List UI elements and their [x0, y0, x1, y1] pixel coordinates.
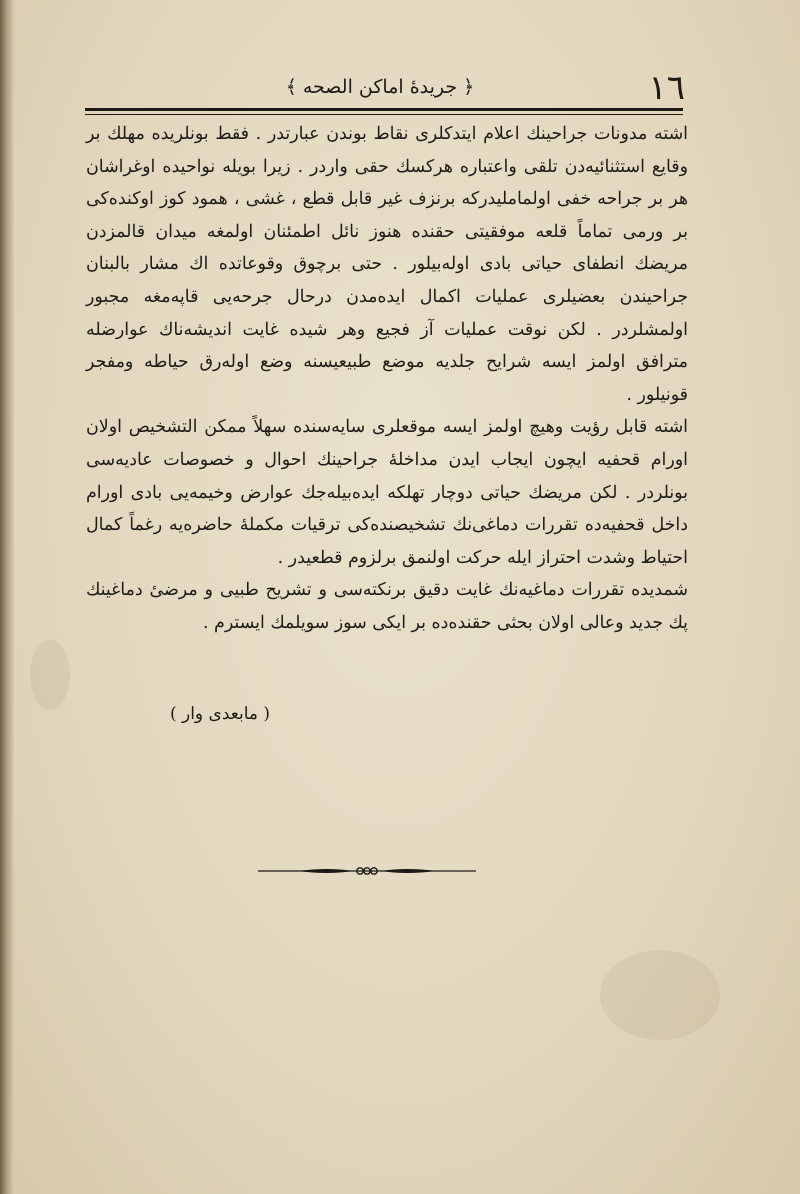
running-title: ﴿ جريدهٔ اماكن الصحه ﴾: [285, 76, 475, 98]
continuation-note: ( مابعدی وار ): [169, 704, 271, 724]
page-header: [85, 68, 685, 108]
header-rule-thick: [85, 108, 683, 111]
header-rule-thin: [85, 114, 683, 115]
end-ornament: [258, 859, 476, 883]
book-spine-shadow: [0, 0, 14, 1194]
paragraph-1: اشته مدونات جراحينك اعلام ايتدكلری نقاط بوندن عبارتدر . فقط بونلريده مهلك بر وقايع استثنائيه‌دن تلقی واعتباره هركسك حقی واردر . زيرا بويله نواحيده اوغراشان هر بر جراحه خفی اولماملیدرکه برنزف غير قابل قطع ، غشی ، همود كوز اوكنده‌كی بر ورمی تماماً قلعه موفقيتی حقنده هنوز نائل اطمئنان اولمغه ميدان قالمزدن مريضك انطفای حياتی بادی اوله‌بيلور . حتی برچوق وقوعاتده اك مشار بالبنان جراحيندن بعضيلری عمليات اكمال ايده‌مدن درحال جرحه‌يی قاپه‌مغه مجبور اولمشلردر . لكن نوقت عمليات آز فجيع وهر شيده غايت انديشه‌ناك عوارضله مترافق اولمز ايسه شرايح جلديه موضع طبيعيسنه وضع اوله‌رق حياطه ومفجر قونيلور .: [86, 124, 688, 405]
paper-stain: [600, 950, 720, 1040]
page-number: ١٦: [648, 68, 685, 108]
paper-stain: [30, 640, 70, 710]
body-text: [86, 118, 688, 640]
paragraph-3: شمديده تقررات دماغيه‌نك غايت دقيق برنكته‌سی و تشريح طبيی و مرضیٔ دماغينك پك جديد وعالی اولان بحثی حقنده‌ده بر ايكی سوز سويلمك ايسترم .: [86, 580, 688, 633]
paragraph-2: اشته قابل رؤيت وهيچ اولمز ايسه موقعلری سايه‌سنده سهلاً ممكن التشخيص اولان اورام قحفيه ايچون ايجاب ايدن مداخلهٔ جراحينك احوال و خصوصات عاديه‌سی بونلردر . لكن مريضك حياتی دوچار تهلكه ايده‌بيله‌جك عوارض وخيمه‌يی بادی اورام داخل قحفيه‌ده تقررات دماغی‌نك تشخيصنده‌كی ترقيات مكملهٔ حاضره‌يه رغماً كمال احتياط وشدت احتراز ايله حركت اولنمق برلزوم قطعيدر .: [86, 417, 688, 568]
